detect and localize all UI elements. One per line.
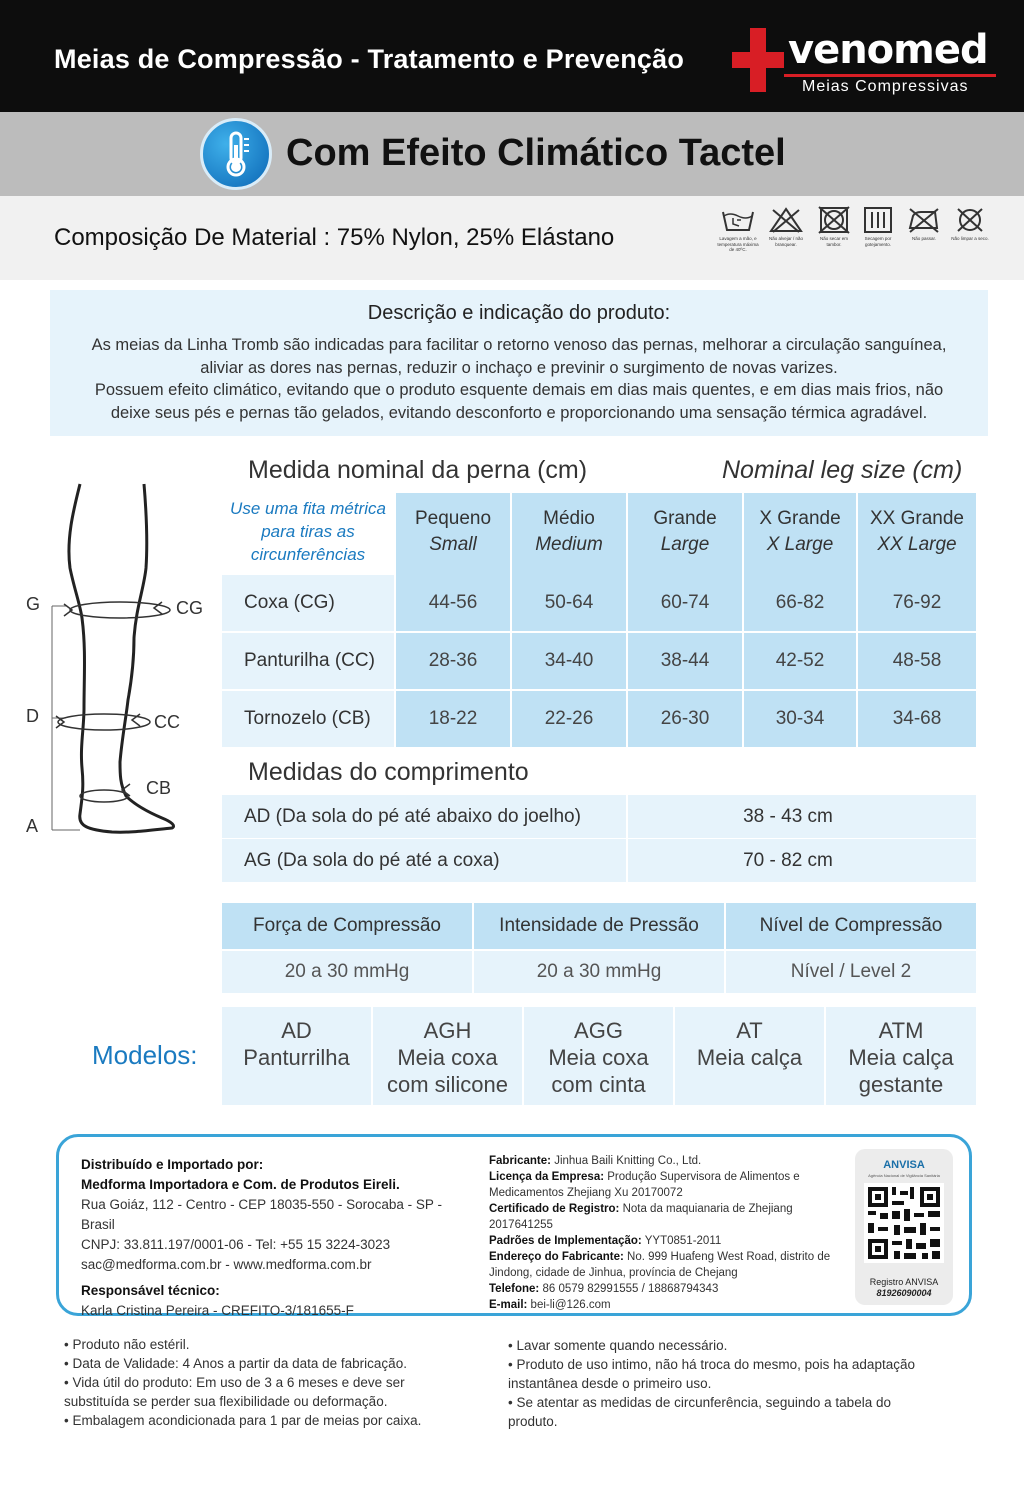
qr-code-icon[interactable] (864, 1183, 944, 1263)
model-card (675, 1007, 824, 1105)
climate-banner (0, 112, 1024, 196)
header-bar (0, 0, 1024, 112)
email-value: bei-li@126.com (530, 1299, 611, 1311)
table-cell: 66-82 (744, 575, 856, 631)
care-caption: Lavagem a mão, e temperatura máxima de 40ºC. (717, 236, 759, 252)
care-caption: Não alvejar / não branquear. (768, 236, 804, 247)
no-bleach-icon (764, 206, 808, 247)
length-label: AG (Da sola do pé até a coxa) (222, 839, 626, 882)
description-line: aliviar as dores nas pernas, reduzir o inchaço e previnir o surgimento de novas varizes. (200, 358, 838, 377)
size-col-large (628, 493, 742, 575)
table-cell: 44-56 (396, 575, 510, 631)
size-col-en: Large (660, 534, 710, 555)
model-code: AD (281, 1018, 312, 1043)
tech-heading: Responsável técnico: (81, 1283, 220, 1298)
length-value: 70 - 82 cm (628, 839, 976, 882)
table-cell: 34-68 (858, 691, 976, 747)
description-line: deixe seus pés e pernas tão gelados, evitando desconforto e proporcionando uma sensação térmica agradável. (110, 403, 928, 422)
care-caption: Não passar. (911, 236, 936, 241)
climate-title: Com Efeito Climático Tactel (286, 132, 786, 174)
licenca-value: Produção Supervisora de Alimentos e Medicamentos Zhejiang Xu 20170072 (489, 1171, 800, 1199)
wash-40-icon (716, 206, 760, 253)
pressure-value: Nível / Level 2 (726, 951, 976, 993)
length-row (222, 839, 976, 882)
pressure-value: 20 a 30 mmHg (474, 951, 724, 993)
leg-diagram (22, 478, 212, 848)
label-cb: CB (146, 778, 172, 798)
composition-text: Composição De Material : 75% Nylon, 25% Elástano (54, 224, 615, 251)
distributor-contact: sac@medforma.com.br - www.medforma.com.br (81, 1257, 372, 1272)
pressure-header: Força de Compressão (222, 903, 472, 949)
company-info-box (56, 1134, 972, 1316)
header-headline: Meias de Compressão - Tratamento e Prevenção (54, 44, 685, 74)
description-line: As meias da Linha Tromb são indicadas para facilitar o retorno venoso das pernas, melhorar a circulação sanguínea, (91, 336, 947, 354)
no-tumble-dry-icon (812, 206, 856, 247)
description-title: Descrição e indicação do produto: (367, 302, 671, 324)
model-card (524, 1007, 673, 1105)
no-iron-icon (902, 206, 946, 242)
pressure-header: Nível de Compressão (726, 903, 976, 949)
licenca-label: Licença da Empresa: (489, 1171, 605, 1183)
table-cell: 28-36 (396, 633, 510, 689)
model-code: ATM (878, 1018, 924, 1043)
anvisa-badge (855, 1149, 953, 1305)
size-col-pt: Pequeno (414, 508, 492, 529)
note-item: • Lavar somente quando necessário. (508, 1338, 728, 1353)
description-box (50, 290, 988, 436)
venomed-logo (728, 26, 1000, 98)
logo-divider (784, 74, 996, 77)
model-code: AT (736, 1018, 763, 1043)
no-dry-clean-icon (948, 206, 992, 242)
label-cc: CC (154, 712, 180, 732)
table-cell: 76-92 (858, 575, 976, 631)
label-cg: CG (176, 598, 203, 618)
brand-name: venomed (788, 27, 988, 73)
drip-dry-icon (856, 206, 900, 247)
note-item: • Embalagem acondicionada para 1 par de meias por caixa. (64, 1413, 422, 1428)
model-desc: Panturrilha (243, 1045, 350, 1070)
composition-bar (0, 196, 1024, 280)
note-item: • Data de Validade: 4 Anos a partir da data de fabricação. (64, 1356, 407, 1371)
table-cell: 50-64 (512, 575, 626, 631)
anvisa-subtitle: Agência Nacional de Vigilância Sanitária (868, 1173, 940, 1178)
notes-right (508, 1336, 938, 1431)
manufacturer-info (489, 1153, 841, 1313)
size-col-pt: XX Grande (870, 508, 964, 529)
padroes-label: Padrões de Implementação: (489, 1235, 642, 1247)
models-label: Modelos: (92, 1040, 198, 1070)
padroes-value: YYT0851-2011 (644, 1235, 722, 1247)
table-cell: 18-22 (396, 691, 510, 747)
model-desc-extra: com silicone (386, 1072, 509, 1097)
note-item: • Se atentar as medidas de circunferência, seguindo a tabela do produto. (508, 1395, 891, 1429)
size-title-pt: Medida nominal da perna (cm) (248, 456, 588, 484)
table-cell: 60-74 (628, 575, 742, 631)
table-row (222, 691, 976, 747)
care-caption: Não limpar a seco. (951, 236, 989, 241)
table-cell: 38-44 (628, 633, 742, 689)
size-col-en: XX Large (877, 534, 957, 555)
label-a: A (26, 816, 39, 836)
size-col-xxlarge (858, 493, 976, 575)
pressure-table (222, 903, 976, 993)
anvisa-title: ANVISA (883, 1159, 925, 1171)
cert-label: Certificado de Registro: (489, 1203, 620, 1215)
endereco-label: Endereço do Fabricante: (489, 1251, 624, 1263)
label-g: G (26, 594, 41, 614)
row-label: Panturilha (CC) (222, 633, 394, 689)
table-cell: 30-34 (744, 691, 856, 747)
length-title: Medidas do comprimento (248, 758, 529, 786)
size-col-pt: Médio (543, 508, 595, 529)
model-card (826, 1007, 976, 1105)
distributor-info (81, 1155, 461, 1321)
brand-tagline: Meias Compressivas (802, 78, 969, 95)
size-col-en: X Large (766, 534, 834, 555)
fabricante-value: Jinhua Baili Knitting Co., Ltd. (554, 1155, 702, 1167)
pressure-value: 20 a 30 mmHg (222, 951, 472, 993)
table-cell: 34-40 (512, 633, 626, 689)
model-card (373, 1007, 522, 1105)
model-desc-extra: gestante (858, 1072, 944, 1097)
size-col-small (396, 493, 510, 575)
table-cell: 26-30 (628, 691, 742, 747)
length-label: AD (Da sola do pé até abaixo do joelho) (222, 795, 626, 838)
tape-measure-note: Use uma fita métrica para tiras as circunferências (222, 493, 394, 575)
fabricante-label: Fabricante: (489, 1155, 551, 1167)
size-col-en: Small (429, 534, 477, 555)
tech-name: Karla Cristina Pereira - CREFITO-3/181655-F (81, 1303, 354, 1318)
row-label: Tornozelo (CB) (222, 691, 394, 747)
model-desc: Meia calça (848, 1045, 954, 1070)
anvisa-reg-label: Registro ANVISA (869, 1277, 939, 1287)
model-desc: Meia coxa (548, 1045, 649, 1070)
telefone-label: Telefone: (489, 1283, 540, 1295)
distributor-company: Medforma Importadora e Com. de Produtos Eireli. (81, 1177, 400, 1192)
table-cell: 42-52 (744, 633, 856, 689)
table-cell: 22-26 (512, 691, 626, 747)
model-card (222, 1007, 371, 1105)
model-desc-extra: com cinta (551, 1072, 646, 1097)
label-d: D (26, 706, 39, 726)
length-row (222, 795, 976, 838)
description-body (64, 334, 974, 424)
note-item: • Produto não estéril. (64, 1337, 190, 1352)
table-cell: 48-58 (858, 633, 976, 689)
description-line: Possuem efeito climático, evitando que o produto esquente demais em dias mais quentes, e em dias mais frios, não (94, 381, 944, 399)
size-table-header (222, 493, 976, 575)
endereco-value: No. 999 Huafeng West Road, distrito de Jindong, cidade de Jinhua, província de Chejang (489, 1251, 831, 1279)
care-caption: Secagem por gotejamento. (864, 236, 892, 247)
size-col-medium (512, 493, 626, 575)
size-col-xlarge (744, 493, 856, 575)
anvisa-reg-number: 81926090004 (876, 1288, 932, 1298)
table-row (222, 633, 976, 689)
table-row (222, 575, 976, 631)
model-code: AGH (423, 1018, 472, 1043)
distributor-address: Rua Goiáz, 112 - Centro - CEP 18035-550 - Sorocaba - SP - Brasil (81, 1197, 442, 1232)
size-col-pt: X Grande (759, 508, 841, 529)
pressure-header: Intensidade de Pressão (474, 903, 724, 949)
distributor-heading: Distribuído e Importado por: (81, 1157, 264, 1172)
row-label: Coxa (CG) (222, 575, 394, 631)
length-value: 38 - 43 cm (628, 795, 976, 838)
note-item: • Vida útil do produto: Em uso de 3 a 6 meses e deve ser substituída se perder sua flexibilidade ou deformação. (64, 1375, 405, 1409)
distributor-cnpj: CNPJ: 33.811.197/0001-06 - Tel: +55 15 3224-3023 (81, 1237, 391, 1252)
care-caption: Não secar em tambor. (819, 236, 848, 247)
telefone-value: 86 0579 82991555 / 18868794343 (542, 1283, 719, 1295)
leg-outline-icon (22, 478, 212, 848)
care-symbols (716, 206, 992, 272)
size-col-pt: Grande (653, 508, 717, 529)
model-desc: Meia calça (696, 1045, 803, 1070)
cert-value: Nota da maquianaria de Zhejiang 2017641255 (489, 1203, 793, 1231)
model-code: AGG (574, 1018, 623, 1043)
thermometer-icon (200, 118, 272, 190)
size-title-en: Nominal leg size (cm) (722, 456, 963, 484)
size-col-en: Medium (535, 534, 603, 555)
note-item: • Produto de uso intimo, não há troca do mesmo, pois ha adaptação instantânea desde o primeiro uso. (508, 1357, 915, 1391)
email-label: E-mail: (489, 1299, 528, 1311)
notes-left (64, 1335, 464, 1430)
medical-cross-icon (732, 28, 784, 92)
model-desc: Meia coxa (397, 1045, 498, 1070)
